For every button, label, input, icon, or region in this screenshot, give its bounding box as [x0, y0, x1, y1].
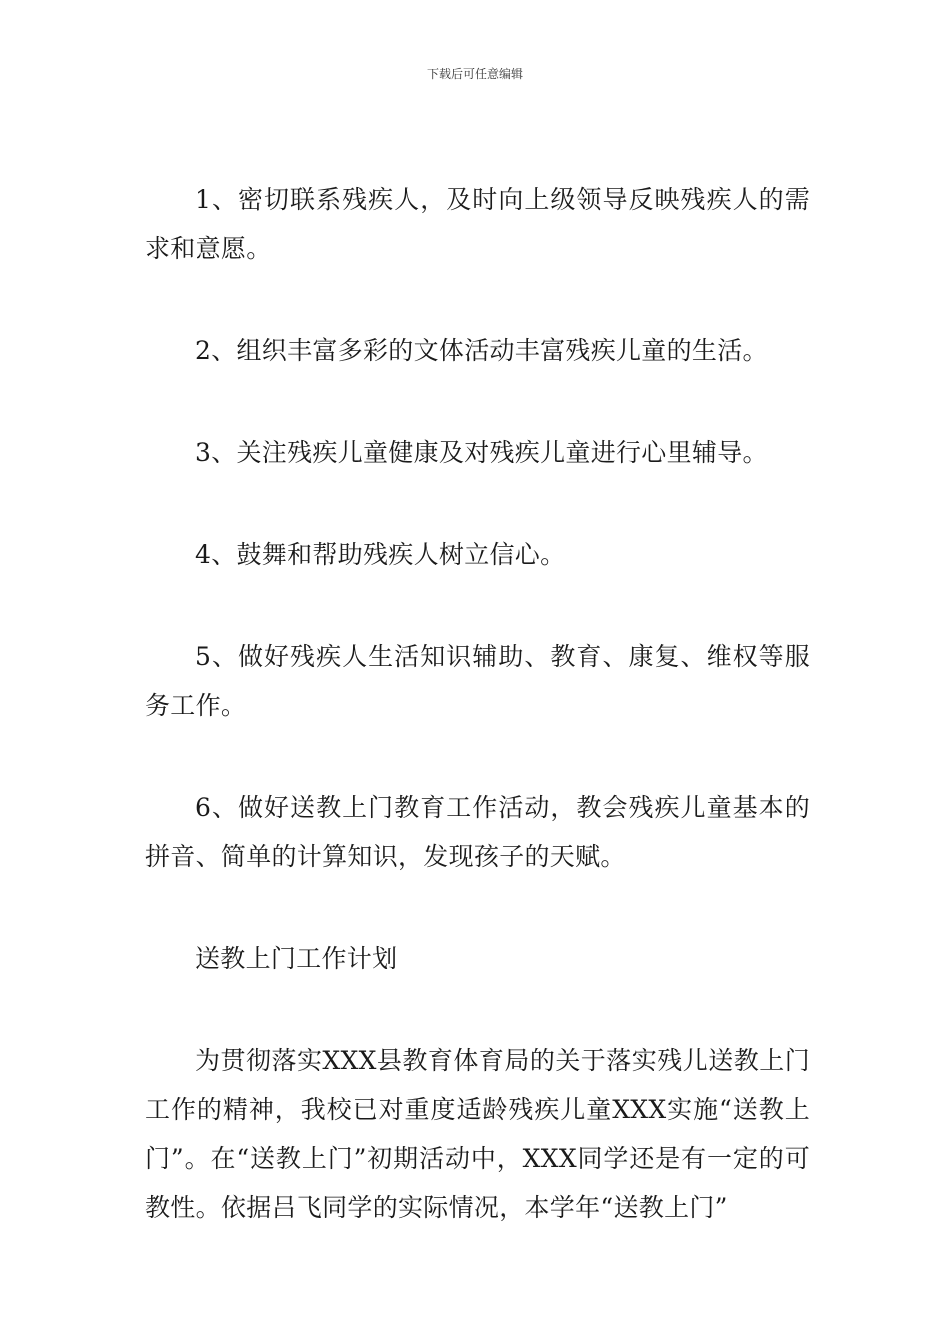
- section-title: 送教上门工作计划: [195, 944, 398, 973]
- body-paragraph: 为贯彻落实XXX县教育体育局的关于落实残儿送教上门工作的精神，我校已对重度适龄残疾儿童XXX实施“送教上门”。在“送教上门”初期活动中，XXX同学还是有一定的可教性。依据吕飞同学的实际情况，本学年“送教上门”: [145, 1046, 810, 1222]
- list-item-1: 1、密切联系残疾人，及时向上级领导反映残疾人的需求和意愿。: [145, 185, 810, 263]
- list-item-6: 6、做好送教上门教育工作活动，教会残疾儿童基本的拼音、简单的计算知识，发现孩子的天赋。: [145, 793, 810, 871]
- document-body: [145, 175, 810, 1285]
- list-item-3: 3、关注残疾儿童健康及对残疾儿童进行心里辅导。: [195, 438, 768, 467]
- list-item-2: 2、组织丰富多彩的文体活动丰富残疾儿童的生活。: [195, 336, 768, 365]
- list-item-4: 4、鼓舞和帮助残疾人树立信心。: [195, 540, 566, 569]
- list-item-5: 5、做好残疾人生活知识辅助、教育、康复、维权等服务工作。: [145, 642, 810, 720]
- page-header-note: 下载后可任意编辑: [426, 67, 523, 81]
